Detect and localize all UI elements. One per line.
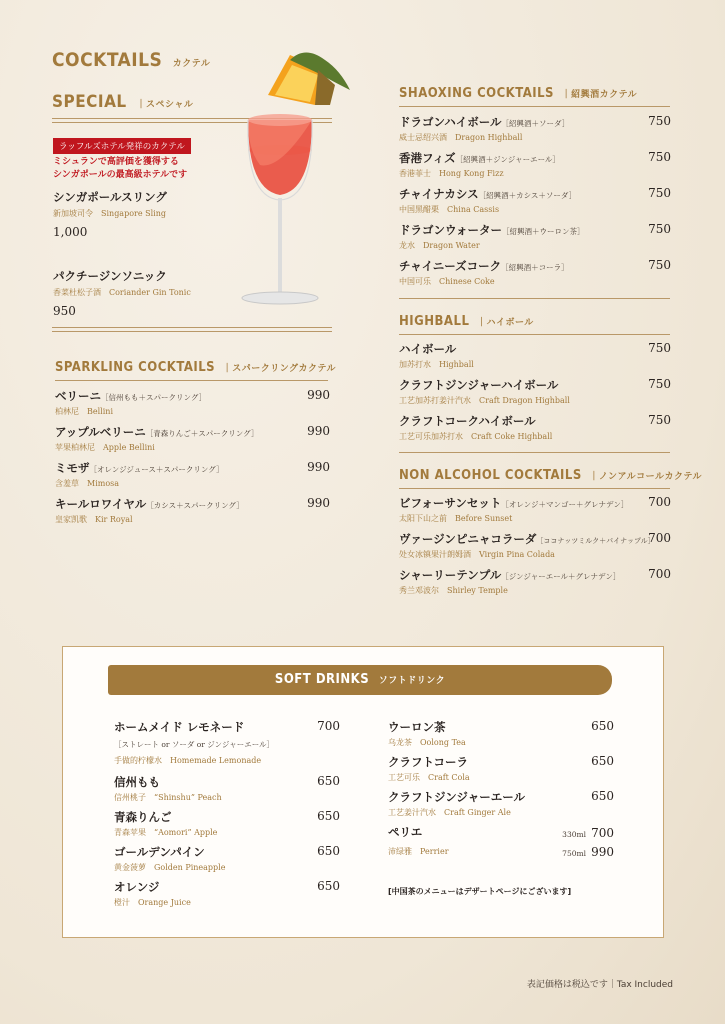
perrier-size-330: 330ml <box>562 830 586 839</box>
menu-item-before-sunset <box>399 495 671 524</box>
item-ingredients: ［オレンジ＋マンゴー＋グレナデン］ <box>501 500 629 509</box>
shaoxing-title-jp: 紹興酒カクテル <box>571 90 638 100</box>
item-price: 700 <box>648 567 671 581</box>
menu-item-perrier <box>388 824 614 857</box>
item-ingredients: ［紹興酒＋カシス＋ソーダ］ <box>478 191 577 200</box>
shaoxing-bottom-rule <box>399 298 670 299</box>
item-price: 650 <box>317 809 340 823</box>
item-price: 750 <box>648 114 671 128</box>
item-price: 990 <box>307 424 330 438</box>
highball-bottom-rule <box>399 452 670 453</box>
item-subtitle: 秀兰邓波尔 Shirley Temple <box>399 586 508 595</box>
page-title-jp: カクテル <box>172 59 211 69</box>
special-title-jp: スペシャル <box>146 100 194 110</box>
item-subtitle: 皇家凯歌 Kir Royal <box>55 515 133 524</box>
item-price: 750 <box>648 258 671 272</box>
item-price: 750 <box>648 150 671 164</box>
item-name: パクチージンソニック <box>53 269 167 283</box>
item-name: シンガポールスリング <box>53 190 167 204</box>
item-name: アップルベリーニ <box>55 425 146 439</box>
sparkling-rule <box>55 380 328 381</box>
item-name: ゴールデンパイン <box>114 845 205 859</box>
item-name: ドラゴンウォーター <box>399 223 503 237</box>
item-subtitle: 工艺加苏打姜汁汽水 Craft Dragon Highball <box>399 396 570 405</box>
nonalcohol-heading: NON ALCOHOL COCKTAILS ｜ノンアルコールカクテル <box>399 468 703 483</box>
item-ingredients: ［紹興酒＋ソーダ］ <box>501 119 570 128</box>
item-name: クラフトジンジャーハイボール <box>399 378 559 392</box>
item-name: 信州もも <box>114 775 160 789</box>
item-name: オレンジ <box>114 880 160 894</box>
sparkling-title: SPARKLING COCKTAILS <box>55 360 216 375</box>
soft-drinks-title-jp: ソフトドリンク <box>378 676 446 686</box>
item-name: ペリエ <box>388 825 423 839</box>
highball-rule <box>399 334 670 335</box>
menu-item-golden-pineapple <box>114 844 340 873</box>
menu-item-kir-royal <box>55 496 330 525</box>
cocktail-glass-image <box>230 50 365 320</box>
item-subtitle: 加苏打水 Highball <box>399 360 474 369</box>
item-price: 750 <box>648 377 671 391</box>
item-price: 1,000 <box>53 225 88 239</box>
menu-item-coriander-gin-tonic <box>53 268 191 318</box>
item-ingredients: ［オレンジジュース＋スパークリング］ <box>89 465 224 474</box>
menu-item-apple-bellini <box>55 424 330 453</box>
shaoxing-heading: SHAOXING COCKTAILS ｜紹興酒カクテル <box>399 86 638 101</box>
item-subtitle: 工艺可乐 Craft Cola <box>388 773 470 782</box>
menu-item-orange-juice <box>114 879 340 908</box>
item-subtitle: 含羞草 Mimosa <box>55 479 120 488</box>
item-name: ヴァージンピニャコラーダ <box>399 532 537 546</box>
menu-item-dragon-water <box>399 222 671 251</box>
item-name: チャイニーズコーク <box>399 259 502 273</box>
item-subtitle: 工艺可乐加苏打水 Craft Coke Highball <box>399 432 553 441</box>
item-name: ベリーニ <box>55 389 101 403</box>
item-price: 990 <box>307 388 330 402</box>
item-price: 750 <box>648 222 671 236</box>
nonalcohol-rule <box>399 488 670 489</box>
item-subtitle: 中国可乐 Chinese Coke <box>399 277 495 286</box>
item-price: 650 <box>591 719 614 733</box>
item-price: 650 <box>317 774 340 788</box>
item-ingredients: ［カシス＋スパークリング］ <box>146 501 244 510</box>
item-subtitle: 黄金菠萝 Golden Pineapple <box>114 863 226 872</box>
item-name: 香港フィズ <box>399 151 456 165</box>
menu-item-craft-coke-highball <box>399 413 671 442</box>
item-name: チャイナカシス <box>399 187 479 201</box>
page-title-text: COCKTAILS <box>52 49 163 71</box>
chinese-tea-note: [中国茶のメニューはデザートページにございます] <box>388 887 572 896</box>
perrier-price-330: 700 <box>591 826 614 840</box>
soft-drinks-title: SOFT DRINKS <box>274 672 370 687</box>
item-name: ビフォーサンセット <box>399 496 502 510</box>
highball-title-jp: ハイボール <box>486 318 534 328</box>
special-promo-line2: シンガポールの最高級ホテルです <box>53 170 188 180</box>
item-subtitle: 香港菲士 Hong Kong Fizz <box>399 169 504 178</box>
highball-title: HIGHBALL <box>399 314 470 329</box>
item-name: ドラゴンハイボール <box>399 115 502 129</box>
item-price: 990 <box>307 496 330 510</box>
special-badge: ラッフルズホテル発祥のカクテル <box>53 138 191 154</box>
item-subtitle: 龙水 Dragon Water <box>399 241 480 250</box>
page-title <box>52 49 210 71</box>
item-price: 700 <box>648 531 671 545</box>
item-price: 650 <box>591 789 614 803</box>
item-subtitle: 新加坡司令 Singapore Sling <box>53 209 166 218</box>
tax-note: 表記価格は税込です｜Tax Included <box>526 980 673 990</box>
menu-item-craft-ginger-ale <box>388 789 614 818</box>
menu-item-highball <box>399 341 671 370</box>
item-price: 700 <box>317 719 340 733</box>
special-bottom-rule <box>52 327 332 332</box>
item-price: 700 <box>648 495 671 509</box>
item-name: クラフトジンジャーエール <box>388 790 525 804</box>
menu-item-shirley-temple <box>399 567 671 596</box>
item-ingredients: ［ジンジャーエール＋グレナデン］ <box>501 572 621 581</box>
menu-item-hong-kong-fizz <box>399 150 671 179</box>
item-name: シャーリーテンプル <box>399 568 502 582</box>
menu-item-china-cassis <box>399 186 671 215</box>
item-subtitle: 信州桃子 “Shinshu” Peach <box>114 793 222 802</box>
menu-item-craft-cola <box>388 754 614 783</box>
menu-item-dragon-highball <box>399 114 671 143</box>
nonalcohol-title: NON ALCOHOL COCKTAILS <box>399 468 582 483</box>
menu-item-bellini <box>55 388 330 417</box>
item-subtitle: 工艺姜汁汽水 Craft Ginger Ale <box>388 808 511 817</box>
item-price: 750 <box>648 341 671 355</box>
menu-item-virgin-pina-colada <box>399 531 671 560</box>
perrier-price-750: 990 <box>591 845 614 859</box>
item-subtitle: 手做的柠檬水 Homemade Lemonade <box>114 756 262 765</box>
special-promo-line1: ミシュランで高評価を獲得する <box>53 157 179 167</box>
item-name: キールロワイヤル <box>55 497 147 511</box>
menu-item-homemade-lemonade <box>114 719 340 766</box>
highball-heading: HIGHBALL ｜ハイボール <box>399 314 534 329</box>
item-name: ハイボール <box>399 342 457 356</box>
item-ingredients: ［紹興酒＋ジンジャーエール］ <box>455 155 560 164</box>
sparkling-heading: SPARKLING COCKTAILS ｜スパークリングカクテル <box>55 360 337 375</box>
item-name: 青森りんご <box>114 810 172 824</box>
shaoxing-title: SHAOXING COCKTAILS <box>399 86 554 101</box>
menu-item-oolong-tea <box>388 719 614 748</box>
item-price: 750 <box>648 186 671 200</box>
item-subtitle: 太阳下山之前 Before Sunset <box>399 514 513 523</box>
item-name: ウーロン茶 <box>388 720 446 734</box>
item-name: ミモザ <box>55 461 90 475</box>
special-promo <box>53 156 187 182</box>
item-subtitle: 乌龙茶 Oolong Tea <box>388 738 466 747</box>
menu-item-singapore-sling <box>53 189 167 239</box>
item-ingredients: ［ストレート or ソーダ or ジンジャーエール］ <box>114 740 275 749</box>
special-title: SPECIAL <box>52 92 127 112</box>
item-ingredients: ［信州もも＋スパークリング］ <box>101 393 207 402</box>
menu-item-shinshu-peach <box>114 774 340 803</box>
sparkling-title-jp: スパークリングカクテル <box>232 364 337 374</box>
item-ingredients: ［ココナッツミルク＋パイナップル］ <box>536 537 655 545</box>
item-subtitle: 青森苹果 “Aomori” Apple <box>114 828 218 837</box>
item-name: クラフトコークハイボール <box>399 414 536 428</box>
item-subtitle: 香菜杜松子酒 Coriander Gin Tonic <box>53 288 191 297</box>
soft-drinks-banner <box>108 665 612 695</box>
menu-item-craft-ginger-highball <box>399 377 671 406</box>
shaoxing-rule <box>399 106 670 107</box>
item-price: 750 <box>648 413 671 427</box>
menu-item-aomori-apple <box>114 809 340 838</box>
item-price: 650 <box>317 844 340 858</box>
special-heading: SPECIAL ｜スペシャル <box>52 92 194 112</box>
item-price: 990 <box>307 460 330 474</box>
item-subtitle: 苹果柏林尼 Apple Bellini <box>55 443 155 452</box>
item-ingredients: ［紹興酒＋コーラ］ <box>501 263 569 272</box>
item-subtitle: 中国黑醋栗 China Cassis <box>399 205 500 214</box>
perrier-prices <box>562 824 614 862</box>
item-subtitle: 柏林尼 Bellini <box>55 407 113 416</box>
nonalcohol-title-jp: ノンアルコールカクテル <box>598 472 703 482</box>
item-subtitle: 橙汁 Orange Juice <box>114 898 191 907</box>
menu-item-chinese-coke <box>399 258 671 287</box>
item-price: 950 <box>53 304 76 318</box>
menu-item-mimosa <box>55 460 330 489</box>
item-ingredients: ［紹興酒＋ウーロン茶］ <box>502 227 585 236</box>
item-ingredients: ［青森りんご＋スパークリング］ <box>145 429 259 438</box>
item-price: 650 <box>317 879 340 893</box>
item-subtitle: 沛绿雅 Perrier <box>388 847 449 856</box>
item-name: クラフトコーラ <box>388 755 469 769</box>
item-name: ホームメイド レモネード <box>114 720 245 734</box>
item-subtitle: 威士忌绍兴酒 Dragon Highball <box>399 133 523 142</box>
item-price: 650 <box>591 754 614 768</box>
perrier-size-750: 750ml <box>562 849 586 858</box>
item-subtitle: 处女冰镇果汁朗姆酒 Virgin Pina Colada <box>399 550 555 559</box>
